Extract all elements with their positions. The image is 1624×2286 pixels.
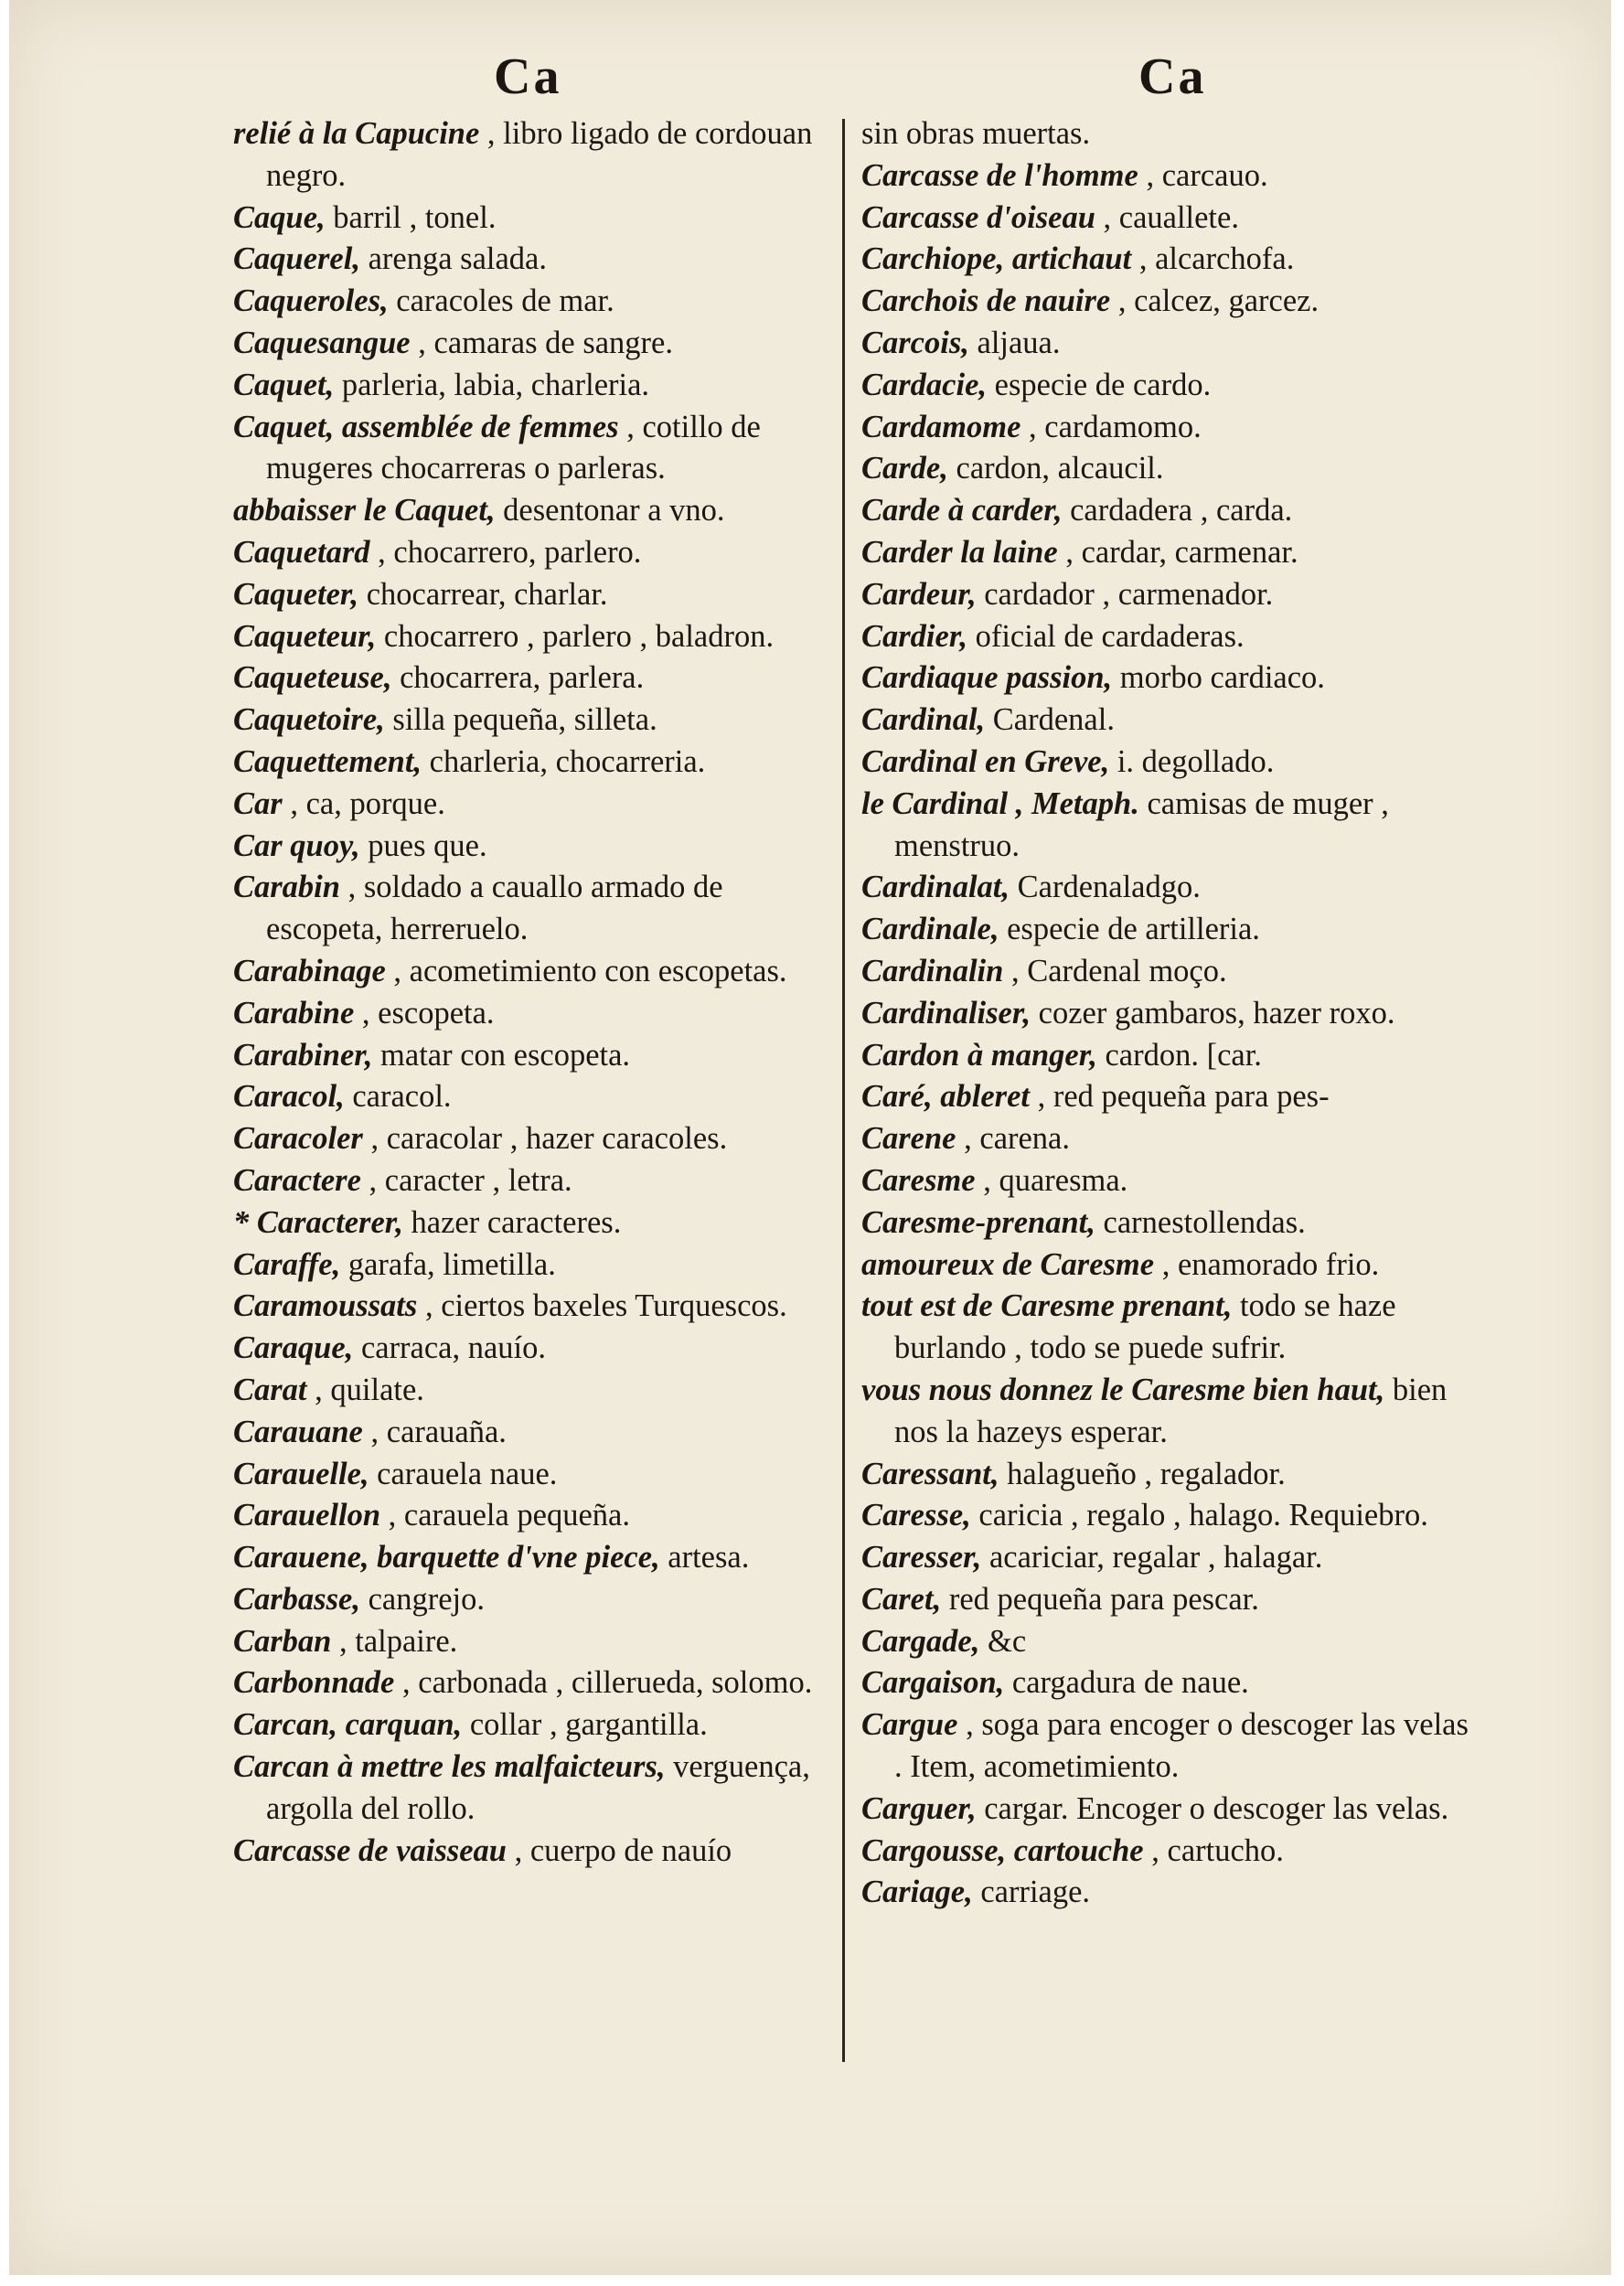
dictionary-entry — [233, 490, 828, 532]
entry-definition: hazer caracteres. — [402, 1204, 622, 1240]
entry-definition: carnestollendas. — [1095, 1204, 1306, 1240]
dictionary-entry — [233, 1118, 828, 1160]
entry-headword: Car — [233, 785, 283, 821]
entry-definition: , carena. — [956, 1121, 1070, 1157]
entry-headword: Caracoler — [233, 1121, 363, 1157]
entry-definition: cargar. Encoger o descoger las velas. — [976, 1790, 1449, 1826]
entry-headword: Caquet, — [233, 367, 335, 402]
dictionary-entry — [861, 951, 1469, 993]
dictionary-entry — [861, 1454, 1469, 1496]
entry-headword: Cardeur, — [861, 576, 977, 612]
dictionary-entry — [861, 1662, 1469, 1704]
entry-definition: cozer gambaros, hazer roxo. — [1031, 995, 1395, 1031]
entry-definition: , carbonada , cillerueda, solomo. — [394, 1665, 813, 1701]
left-column — [233, 113, 828, 1872]
dictionary-entry — [233, 113, 828, 198]
dictionary-entry — [233, 616, 828, 658]
entry-definition: , acometimiento con escopetas. — [385, 953, 787, 988]
column-divider — [842, 119, 845, 2062]
entry-headword: Car quoy, — [233, 828, 360, 863]
entry-definition: , caracter , letra. — [360, 1162, 572, 1198]
entry-headword: Caquettement, — [233, 743, 422, 779]
dictionary-entry — [233, 867, 828, 951]
entry-headword: Cardinalat, — [861, 870, 1010, 905]
entry-headword: Caré, ableret — [861, 1079, 1030, 1115]
entry-definition: cangrejo. — [359, 1581, 485, 1617]
dictionary-entry — [233, 1202, 828, 1244]
entry-headword: Cardinale, — [861, 912, 999, 947]
dictionary-entry — [233, 1244, 828, 1287]
dictionary-entry — [233, 239, 828, 281]
entry-headword: Caqueteur, — [233, 618, 377, 654]
dictionary-entry — [861, 155, 1469, 198]
dictionary-page — [9, 0, 1611, 2275]
entry-headword: Caressant, — [861, 1456, 999, 1491]
entry-definition: , quilate. — [306, 1372, 424, 1407]
running-header-right: Ca — [1138, 48, 1207, 105]
entry-headword: Carguer, — [861, 1790, 977, 1826]
entry-definition: cardador , carmenador. — [976, 576, 1274, 612]
entry-headword: le Cardinal , Metaph. — [861, 785, 1139, 821]
entry-definition: , cardamomo. — [1020, 409, 1202, 444]
dictionary-entry — [861, 448, 1469, 490]
entry-definition: , escopeta. — [354, 995, 495, 1031]
entry-definition: chocarrero , parlero , baladron. — [376, 618, 775, 654]
entry-headword: Carder la laine — [861, 534, 1058, 570]
entry-headword: Cardinalin — [861, 953, 1004, 988]
entry-headword: Cargousse, cartouche — [861, 1832, 1144, 1868]
dictionary-entry — [861, 742, 1469, 784]
dictionary-entry — [233, 1831, 828, 1873]
dictionary-entry — [861, 1244, 1469, 1287]
entry-definition: , cuerpo de nauío — [506, 1832, 732, 1868]
dictionary-entry — [233, 1286, 828, 1328]
dictionary-entry — [233, 993, 828, 1035]
dictionary-entry — [861, 1831, 1469, 1873]
dictionary-entry — [233, 1747, 828, 1831]
running-header-left: Ca — [494, 48, 562, 105]
dictionary-entry — [861, 1495, 1469, 1537]
entry-headword: Caresser, — [861, 1540, 982, 1576]
dictionary-entry — [233, 198, 828, 240]
dictionary-entry — [861, 365, 1469, 407]
entry-headword: Cardon à manger, — [861, 1037, 1097, 1073]
entry-headword: Carchiope, artichaut — [861, 241, 1132, 277]
entry-headword: Caquerel, — [233, 241, 360, 277]
dictionary-entry — [861, 700, 1469, 742]
entry-headword: Cardiaque passion, — [861, 660, 1113, 696]
dictionary-entry — [861, 909, 1469, 951]
entry-definition: , cardar, carmenar. — [1057, 534, 1298, 570]
entry-definition: matar con escopeta. — [372, 1037, 631, 1073]
dictionary-entry — [861, 574, 1469, 616]
entry-headword: amoureux de Caresme — [861, 1246, 1155, 1282]
entry-definition: , libro ligado de cordouan negro. — [266, 116, 813, 193]
dictionary-entry — [861, 1076, 1469, 1118]
entry-definition: , calcez, garcez. — [1110, 283, 1320, 319]
entry-definition: , chocarrero, parlero. — [369, 534, 642, 570]
dictionary-entry — [861, 198, 1469, 240]
entry-headword: Carauene, barquette d'vne piece, — [233, 1540, 660, 1576]
entry-headword: Carabiner, — [233, 1037, 373, 1073]
entry-headword: Caraffe, — [233, 1246, 341, 1282]
dictionary-entry — [233, 323, 828, 365]
dictionary-entry — [861, 867, 1469, 909]
dictionary-entry — [233, 784, 828, 826]
dictionary-entry — [861, 1370, 1469, 1454]
entry-definition: caracoles de mar. — [388, 283, 614, 319]
dictionary-entry — [861, 1035, 1469, 1077]
entry-definition: especie de artilleria. — [999, 912, 1260, 947]
entry-headword: Carcan, carquan, — [233, 1707, 463, 1743]
entry-headword: Cardamome — [861, 409, 1021, 444]
entry-headword: abbaisser le Caquet, — [233, 493, 496, 529]
entry-headword: Cargue — [861, 1707, 958, 1743]
dictionary-entry — [233, 1704, 828, 1747]
entry-headword: Cardinal en Greve, — [861, 743, 1110, 779]
entry-definition: collar , gargantilla. — [462, 1707, 708, 1743]
entry-headword: Caquetoire, — [233, 702, 385, 738]
entry-definition: charleria, chocarreria. — [422, 743, 706, 779]
entry-headword: Caresse, — [861, 1498, 971, 1533]
entry-definition: carauela naue. — [369, 1456, 558, 1491]
entry-definition: chocarrera, parlera. — [391, 660, 645, 696]
entry-headword: tout est de Caresme prenant, — [861, 1288, 1233, 1324]
entry-headword: Carauane — [233, 1414, 363, 1449]
dictionary-entry — [861, 1704, 1469, 1789]
entry-definition: aljaua. — [968, 325, 1061, 360]
entry-headword: Carabine — [233, 995, 355, 1031]
dictionary-entry — [861, 1579, 1469, 1621]
entry-headword: Caqueteuse, — [233, 660, 392, 696]
entry-headword: Caquetard — [233, 534, 370, 570]
dictionary-entry — [233, 1621, 828, 1663]
entry-definition: acariciar, regalar , halagar. — [981, 1540, 1323, 1576]
entry-definition: especie de cardo. — [987, 367, 1212, 402]
entry-headword: Caractere — [233, 1162, 361, 1198]
entry-headword: Cardier, — [861, 618, 967, 654]
entry-definition: todo se haze burlando , todo se puede sufrir. — [894, 1288, 1396, 1366]
entry-headword: Carcasse d'oiseau — [861, 199, 1095, 235]
entry-definition: , carauaña. — [362, 1414, 507, 1449]
entry-headword: Carcan à mettre les malfaicteurs, — [233, 1749, 666, 1785]
entry-headword: Caresme-prenant, — [861, 1204, 1095, 1240]
dictionary-entry — [861, 490, 1469, 532]
entry-definition: morbo cardiaco. — [1112, 660, 1325, 696]
dictionary-entry — [233, 826, 828, 868]
entry-headword: Cardinaliser, — [861, 995, 1031, 1031]
dictionary-entry — [233, 1662, 828, 1704]
dictionary-entry — [233, 407, 828, 491]
dictionary-entry — [233, 1579, 828, 1621]
dictionary-entry — [233, 1454, 828, 1496]
entry-headword: Cariage, — [861, 1875, 973, 1910]
entry-definition: , quaresma. — [975, 1162, 1128, 1198]
entry-definition: verguença, argolla del rollo. — [266, 1749, 810, 1826]
entry-definition: , caracolar , hazer caracoles. — [362, 1121, 728, 1157]
entry-headword: Carbonnade — [233, 1665, 395, 1701]
dictionary-entry — [233, 1328, 828, 1370]
entry-definition: , alcarchofa. — [1131, 241, 1295, 277]
entry-definition: arenga salada. — [359, 241, 547, 277]
entry-definition: barril , tonel. — [325, 199, 497, 235]
entry-definition: , cotillo de mugeres chocarreras o parleras. — [266, 409, 761, 486]
entry-definition: Cardenal. — [985, 702, 1115, 738]
dictionary-entry — [861, 1789, 1469, 1831]
entry-definition: halagueño , regalador. — [999, 1456, 1286, 1491]
dictionary-entry — [861, 784, 1469, 868]
entry-headword: Caquet, assemblée de femmes — [233, 409, 619, 444]
entry-definition: , talpaire. — [331, 1623, 458, 1659]
entry-definition: silla pequeña, silleta. — [384, 702, 657, 738]
right-column — [861, 113, 1469, 1914]
dictionary-entry — [861, 113, 1469, 155]
entry-definition: caricia , regalo , halago. Requiebro. — [970, 1498, 1428, 1533]
dictionary-entry — [233, 574, 828, 616]
dictionary-entry — [233, 951, 828, 993]
dictionary-entry — [861, 532, 1469, 574]
entry-definition: , carcauo. — [1138, 157, 1268, 193]
dictionary-entry — [233, 742, 828, 784]
entry-definition: &c — [979, 1623, 1027, 1659]
entry-definition: parleria, labia, charleria. — [334, 367, 650, 402]
entry-headword: Carene — [861, 1121, 956, 1157]
entry-definition: carraca, nauío. — [353, 1330, 547, 1366]
entry-headword: Cardinal, — [861, 702, 986, 738]
entry-headword: Carat — [233, 1372, 307, 1407]
dictionary-entry — [233, 1412, 828, 1454]
dictionary-entry — [861, 239, 1469, 281]
dictionary-entry — [233, 365, 828, 407]
dictionary-entry — [861, 407, 1469, 449]
entry-headword: Carauelle, — [233, 1456, 369, 1491]
entry-definition: , cauallete. — [1095, 199, 1239, 235]
dictionary-entry — [233, 1495, 828, 1537]
dictionary-entry — [233, 532, 828, 574]
entry-headword: Carcois, — [861, 325, 969, 360]
entry-headword: Carban — [233, 1623, 332, 1659]
entry-definition: , ciertos baxeles Turquescos. — [417, 1288, 787, 1324]
entry-definition: , carauela pequeña. — [380, 1498, 630, 1533]
dictionary-entry — [861, 1537, 1469, 1579]
dictionary-entry — [861, 1286, 1469, 1370]
entry-definition: , enamorado frio. — [1154, 1246, 1380, 1282]
entry-definition: cardon, alcaucil. — [947, 451, 1164, 486]
dictionary-entry — [233, 1370, 828, 1412]
entry-definition: , soldado a cauallo armado de escopeta, herreruelo. — [266, 870, 723, 947]
entry-definition: caracol. — [344, 1079, 452, 1115]
dictionary-entry — [233, 1160, 828, 1202]
entry-definition: , soga para encoger o descoger las velas . Item, acometimiento. — [894, 1707, 1469, 1785]
entry-headword: Caret, — [861, 1581, 942, 1617]
entry-headword: vous nous donnez le Caresme bien haut, — [861, 1372, 1385, 1407]
entry-definition: , Cardenal moço. — [1003, 953, 1227, 988]
entry-headword: Carabinage — [233, 953, 386, 988]
dictionary-entry — [233, 657, 828, 700]
entry-definition: red pequeña para pescar. — [941, 1581, 1259, 1617]
entry-definition: i. degollado. — [1109, 743, 1275, 779]
entry-headword: Cargaison, — [861, 1665, 1005, 1701]
entry-definition: bien nos la hazeys esperar. — [894, 1372, 1448, 1449]
entry-definition: artesa. — [659, 1540, 750, 1576]
entry-definition: oficial de cardaderas. — [967, 618, 1245, 654]
entry-headword: Caresme — [861, 1162, 976, 1198]
entry-headword: Cardacie, — [861, 367, 988, 402]
entry-headword: Carabin — [233, 870, 340, 905]
entry-definition: sin obras muertas. — [861, 116, 1091, 151]
dictionary-entry — [233, 700, 828, 742]
entry-definition: , ca, porque. — [282, 785, 445, 821]
dictionary-entry — [233, 1035, 828, 1077]
dictionary-entry — [861, 1160, 1469, 1202]
entry-definition: camisas de muger , menstruo. — [894, 785, 1389, 863]
dictionary-entry — [861, 1872, 1469, 1914]
entry-definition: pues que. — [359, 828, 487, 863]
entry-headword: Carbasse, — [233, 1581, 360, 1617]
entry-definition: , cartucho. — [1143, 1832, 1284, 1868]
entry-headword: Caracol, — [233, 1079, 345, 1115]
entry-headword: Cargade, — [861, 1623, 980, 1659]
entry-definition: Cardenaladgo. — [1010, 870, 1201, 905]
entry-headword: Caramoussats — [233, 1288, 418, 1324]
entry-headword: Carcasse de l'homme — [861, 157, 1138, 193]
entry-headword: Carauellon — [233, 1498, 381, 1533]
entry-definition: garafa, limetilla. — [340, 1246, 556, 1282]
entry-definition: carriage. — [972, 1875, 1091, 1910]
entry-headword: Caquesangue — [233, 325, 411, 360]
entry-definition: desentonar a vno. — [495, 493, 725, 529]
dictionary-entry — [861, 1118, 1469, 1160]
entry-headword: Caqueter, — [233, 576, 359, 612]
entry-headword: Carde, — [861, 451, 948, 486]
dictionary-entry — [861, 281, 1469, 323]
entry-headword: Carde à carder, — [861, 493, 1063, 529]
entry-headword: Caraque, — [233, 1330, 354, 1366]
dictionary-entry — [233, 1537, 828, 1579]
entry-headword: * Caracterer, — [233, 1204, 403, 1240]
entry-definition: cardon. [car. — [1096, 1037, 1262, 1073]
entry-definition: chocarrear, charlar. — [358, 576, 608, 612]
entry-definition: , red pequeña para pes- — [1029, 1079, 1330, 1115]
dictionary-entry — [861, 657, 1469, 700]
entry-headword: relié à la Capucine — [233, 116, 480, 151]
dictionary-entry — [861, 616, 1469, 658]
entry-headword: Caqueroles, — [233, 283, 389, 319]
dictionary-entry — [861, 993, 1469, 1035]
entry-definition: , camaras de sangre. — [410, 325, 673, 360]
entry-headword: Carcasse de vaisseau — [233, 1832, 507, 1868]
dictionary-entry — [233, 1076, 828, 1118]
dictionary-entry — [233, 281, 828, 323]
entry-definition: cargadura de naue. — [1004, 1665, 1249, 1701]
entry-definition: cardadera , carda. — [1062, 493, 1293, 529]
dictionary-entry — [861, 1621, 1469, 1663]
entry-headword: Carchois de nauire — [861, 283, 1111, 319]
entry-headword: Caque, — [233, 199, 326, 235]
dictionary-entry — [861, 1202, 1469, 1244]
dictionary-entry — [861, 323, 1469, 365]
